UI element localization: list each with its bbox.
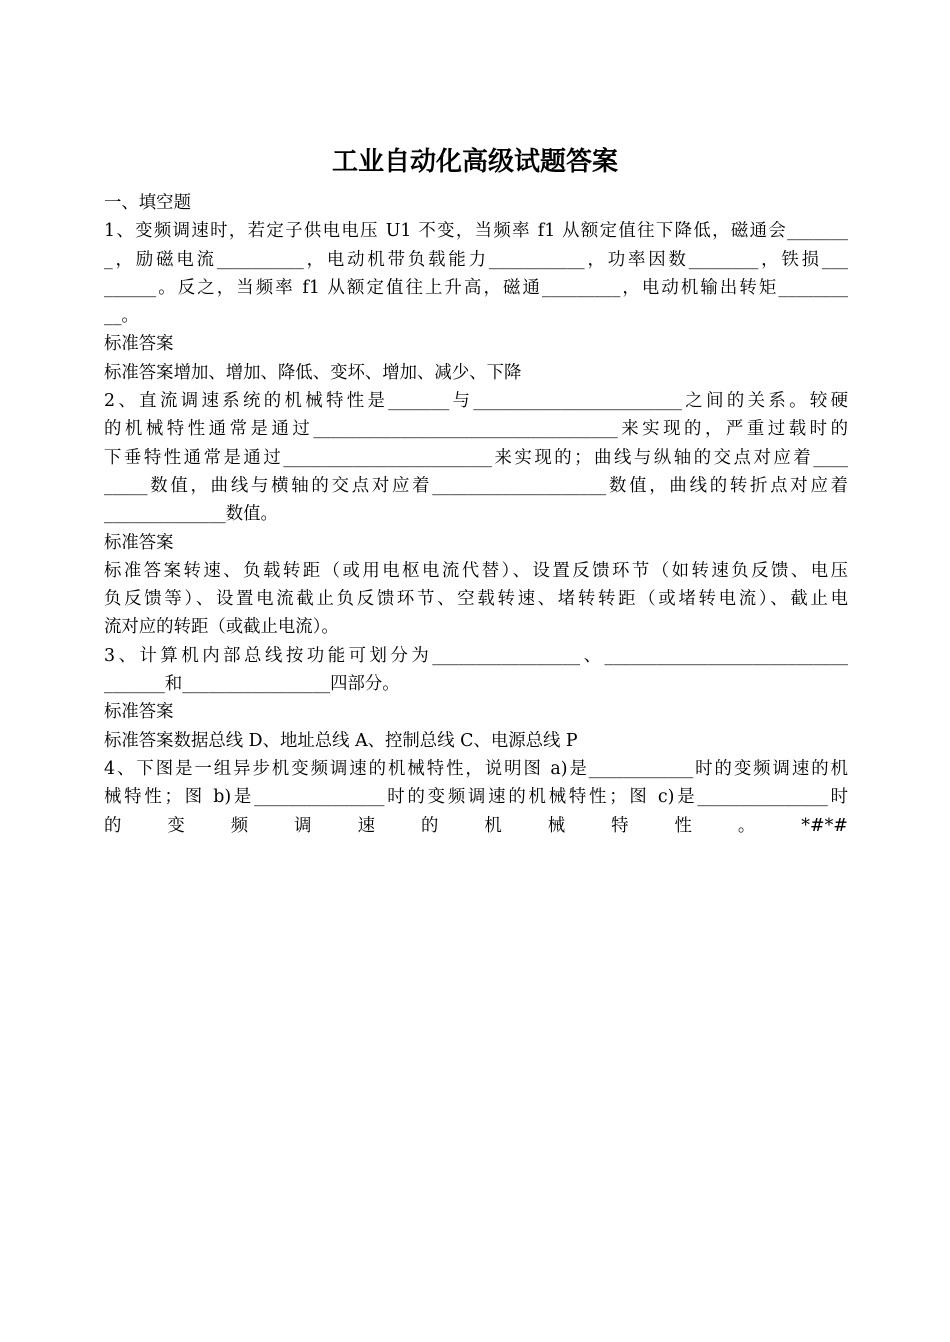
question-3-line-2: _______和_________________四部分。 — [104, 674, 400, 695]
question-2-answer-label: 标准答案 — [104, 532, 174, 553]
question-2-line-3: 下垂特性通常是通过________________________来实现的；曲线与纵轴的交点对应着____ — [104, 447, 848, 468]
q4-char: 的 — [420, 815, 439, 836]
question-1-answer-label: 标准答案 — [104, 334, 174, 355]
q4-char: 的 — [104, 815, 122, 836]
page-title: 工业自动化高级试题答案 — [331, 147, 618, 177]
question-3-line-1: 3、计算机内部总线按功能可划分为_________________、____________________________ — [104, 645, 848, 666]
section-heading: 一、填空题 — [104, 193, 191, 213]
q4-char: 。 — [737, 815, 756, 836]
question-2-line-2: 的机械特性通常是通过___________________________________来实现的，严重过载时的 — [104, 419, 848, 440]
question-1-line-1: 1、变频调速时，若定子供电电压 U1 不变，当频率 f1 从额定值往下降低，磁通会_______ — [104, 221, 848, 242]
question-3-answer: 标准答案数据总线 D、地址总线 A、控制总线 C、电源总线 P — [104, 730, 578, 751]
question-2-line-5: ______________数值。 — [104, 504, 278, 525]
question-1-answer: 标准答案增加、增加、降低、变坏、增加、减少、下降 — [104, 362, 522, 383]
q4-char: 变 — [167, 815, 185, 836]
question-1-line-2: _，励磁电流__________，电动机带负载能力___________，功率因数________，铁损___ — [104, 249, 848, 270]
q4-char: 械 — [547, 815, 566, 836]
q4-char: 速 — [357, 815, 375, 836]
question-1-line-4: __。 — [104, 306, 139, 327]
question-2-answer-line-1: 标准答案转速、负载转距（或用电枢电流代替）、设置反馈环节（如转速负反馈、电压 — [104, 560, 848, 581]
question-2-line-1: 2、直流调速系统的机械特性是_______与________________________之间的关系。较硬 — [104, 391, 848, 412]
question-1-line-3: ______。反之，当频率 f1 从额定值往上升高，磁通_________，电动机输出转矩________ — [104, 277, 848, 298]
q4-char: 频 — [230, 815, 249, 836]
question-4-line-2: 械特性；图 b)是_______________时的变频调速的机械特性；图 c)是_______________时 — [104, 787, 848, 808]
question-3-answer-label: 标准答案 — [104, 702, 174, 723]
q4-char: 调 — [294, 815, 312, 836]
q4-char: 特 — [611, 815, 629, 836]
question-2-answer-line-2: 负反馈等）、设置电流截止负反馈环节、空载转速、堵转转距（或堵转电流）、截止电 — [104, 589, 848, 610]
question-4-line-1: 4、下图是一组异步机变频调速的机械特性，说明图 a)是____________时的变频调速的机 — [104, 758, 848, 779]
document-body — [104, 189, 848, 840]
q4-char: 性 — [674, 815, 692, 836]
q4-char-end-marker: *#*# — [801, 815, 848, 836]
question-2-line-4: _____数值，曲线与横轴的交点对应着____________________数值，曲线的转折点对应着 — [104, 475, 848, 496]
question-2-answer-line-3: 流对应的转距（或截止电流）。 — [104, 617, 339, 638]
question-4-line-3 — [104, 812, 848, 840]
q4-char: 机 — [484, 815, 502, 836]
